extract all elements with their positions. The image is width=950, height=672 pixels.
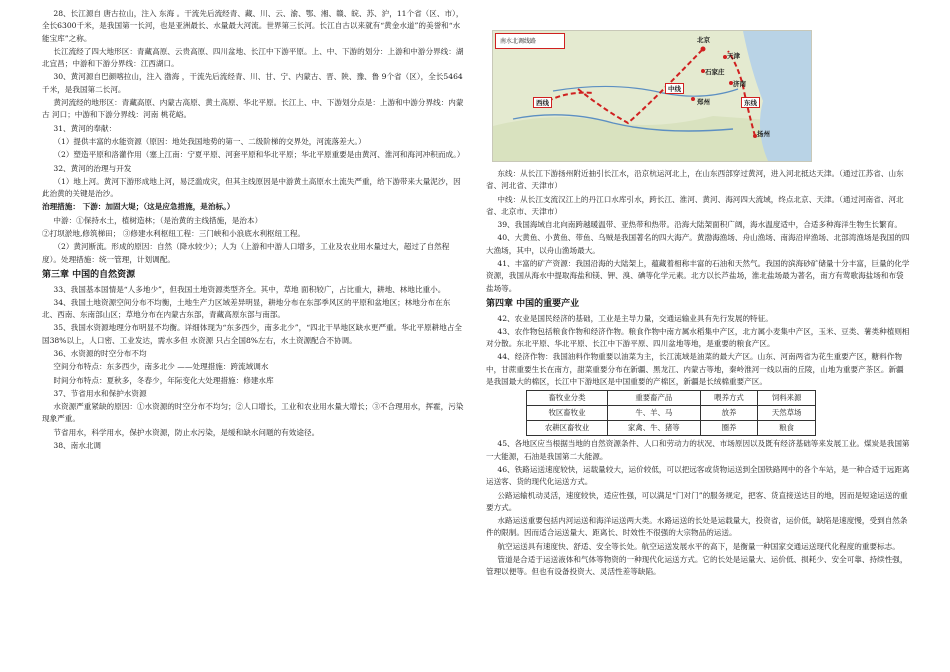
map-label-beijing: 北京 xyxy=(697,36,710,44)
map-label-jinan: 济南 xyxy=(733,80,746,88)
table-cell: 放养 xyxy=(700,406,758,421)
table-cell: 粮食 xyxy=(758,421,816,436)
item-38: 38、南水北调 xyxy=(53,441,102,451)
item-42: 42、农业是国民经济的基础，工业是主导力量，交通运输业具有先行发展的特征。 xyxy=(497,313,773,323)
item-36-time: 时间分布特点：夏秋多，冬春少，年际变化大处理措施：修建水库 xyxy=(53,375,274,385)
table-row xyxy=(527,406,816,421)
left-column xyxy=(42,8,464,453)
map-legend-text: 南水北调线路 xyxy=(500,38,537,45)
item-41: 41、丰富的矿产资源：我国沿海的大陆架上，蕴藏着相称丰富的石油和天然气。我国的滨海砂矿储量十分丰富，巨量的化学资源，我国从海水中提取海盐和镁、钾、溴、碘等化学元素。北方以长芦盐场，淮北盐场最为著名，南方有莺歌海盐场和布袋盐场等。 xyxy=(486,259,910,293)
map-label-central-route: 中线 xyxy=(665,83,684,94)
item-45: 45、各地区应当根据当地的自然资源条件、人口和劳动力的状况、市场原因以及既有经济基础等来发展工业。煤炭是我国第一大能源，石油是我国第二大能源。 xyxy=(486,439,910,461)
map-label-west-route: 西线 xyxy=(533,97,552,108)
item-31-2: （2）塑造平原和洛灌作用（塞上江南：宁夏平原、河套平原和华北平原；华北平原重要是由黄河、淮河和海河冲积而成。） xyxy=(53,150,465,160)
table-header: 畜牧业分类 xyxy=(527,391,608,406)
east-route-text: 东线：从长江下游扬州附近抽引长江水，沿京杭运河北上，在山东西部穿过黄河，进入河北抵达天津。（通过江苏省、山东省、河北省、天津市） xyxy=(486,169,904,191)
item-33: 33、我国基本国情是“人多地少”，但我国土地资源类型齐全。其中，草地 面积较广，占比重大，耕地、林地比重小。 xyxy=(53,284,446,294)
map-label-zhengzhou: 郑州 xyxy=(697,98,710,106)
livestock-table xyxy=(526,390,816,436)
south-north-water-map xyxy=(492,30,812,162)
item-30: 30、黄河源自巴颜喀拉山，注入 渤海 ，干流先后流经青、川、甘、宁、内蒙古、晋、陕、豫、鲁 9个省（区），全长5464千米，是我国第二长河。 xyxy=(42,72,463,94)
chapter-3-heading: 第三章 中国的自然资源 xyxy=(42,269,136,280)
item-32-2: （2）黄河断流。形成的原因：自然（降水较少）；人为（上游和中游人口增多，工业及农业用水量过大，超过了自然程度）。处理措施：统一管理，计划调配。 xyxy=(42,242,450,264)
table-header: 重要畜产品 xyxy=(607,391,700,406)
air-transport-text: 航空运送具有速度快、舒适、安全等长处。航空运送发展水平的高下，是衡量一种国家交通运送现代化程度的重要标志。 xyxy=(497,541,900,551)
table-header-row xyxy=(527,391,816,406)
map-label-tianjin: 天津 xyxy=(727,52,740,60)
item-44: 44、经济作物：我国油料作物重要以油菜为主，长江流域是油菜的最大产区。山东、河南两省为花生重要产区，糖料作物中，甘蔗重要生长在南方，甜菜重要分布在新疆、黑龙江、内蒙古等地，秦岭淮河一线以南的丘陵，山地为重要产茶区。新疆是我国最大的棉区，长江中下游地区是中国重要的产棉区，新疆是长绒棉重要产区。 xyxy=(486,352,904,387)
table-cell: 牧区畜牧业 xyxy=(527,406,608,421)
right-column xyxy=(486,168,910,580)
item-43: 43、农作物包括粮食作物和经济作物。粮食作物中南方属水稻集中产区，北方属小麦集中产区，玉米、豆类、薯类种植则相对分散。东北平原、华北平原、长江中下游平原、四川盆地等地，是重要的粮食产区。 xyxy=(486,326,910,349)
item-40: 40、大黄鱼、小黄鱼、带鱼、乌贼是我国著名的四大海产。黄渤海渔场、舟山渔场、南海沿岸渔场、北部湾渔场是我国的四大渔场，其中，以舟山渔场最大。 xyxy=(486,233,910,255)
table-cell: 农耕区畜牧业 xyxy=(527,421,608,436)
central-route-text: 中线：从长江支流汉江上的丹江口水库引水，跨长江、淮河、黄河、海河四大流域，终点北京、天津。（通过河南省、河北省、北京市、天津市） xyxy=(486,194,904,216)
measures-downstream: 治理措施： 下游：加固大堤；（这是应急措施，是治标。） xyxy=(42,202,235,212)
table-row xyxy=(527,421,816,436)
item-39: 39、我国海域自北向南跨越暖温带、亚热带和热带。沿海大陆架面积广阔，海水温度适中，合适多种海洋生物生长繁育。 xyxy=(497,220,902,230)
item-28: 28、长江源自 唐古拉山，注入 东海 。干流先后流经青、藏、川、云、渝、鄂、湘、赣、皖、苏、沪，11个省（区、市），全长6300千米，是我国第一长河，也是亚洲最长、水量最大河流。世界第三长河。长江自古以来就有“黄金水道”的美誉和“水能宝库”之称。 xyxy=(42,9,464,43)
item-46: 46、铁路运送速度较快，运载量较大，运价较低，可以把远客或货物运送到全国铁路网中的各个车站，是一种合适于远距离运送客、货的现代化运送方式。 xyxy=(486,464,910,487)
item-37-reason: 水资源严重紧缺的原因：①水资源的时空分布不均匀；②人口增长，工业和农业用水量大增长；③不合理用水，挥霍，污染现象严重。 xyxy=(42,402,464,424)
map-legend xyxy=(495,33,565,49)
measures-dams: ②打坝淤地,修筑梯田； ③修建水利枢纽工程：三门峡和小浪底水利枢纽工程。 xyxy=(42,229,306,239)
table-cell: 圈养 xyxy=(700,421,758,436)
map-label-yangzhou: 扬州 xyxy=(757,130,770,138)
map-label-shijiazhuang: 石家庄 xyxy=(705,68,725,76)
item-31-1: （1）提供丰富的水能资源（原因：地处我国地势的第一、二级阶梯的交界处，河流落差大。） xyxy=(53,136,366,146)
item-37-measures: 节省用水，科学用水，保护水资源，防止水污染，是缓和缺水问题的有效途径。 xyxy=(53,427,320,437)
item-29: 长江流经了四大地形区：青藏高原、云贵高原、四川盆地、长江中下游平原。上、中、下游的划分：上游和中游分界线：湖北宜昌；中游和下游分界线：江西湖口。 xyxy=(42,46,464,69)
table-header: 喂养方式 xyxy=(700,391,758,406)
item-32: 32、黄河的治理与开发 xyxy=(53,163,132,173)
item-35: 35、我国水资源地理分布明显不均衡。详细体现为“东多西少，南多北少”，“四北干旱地区缺水更严重。华北平原耕地占全国38%以上，人口密、工业发达，需水多但 水资源 只占全国8%左右，水土资源配合不协调。 xyxy=(42,323,462,345)
table-cell: 牛、羊、马 xyxy=(607,406,700,421)
table-header: 饲料来源 xyxy=(758,391,816,406)
pipeline-transport-text: 管道是合适于运送液体和气体等物资的一种现代化运送方式。它的长处是运量大、运价低、损耗少、安全可靠、持续性强，管理以便等。但也有设备投资大、灵活性差等缺陷。 xyxy=(486,555,908,577)
water-transport-text: 水路运送重要包括内河运送和海洋运送两大类。水路运送的长处是运载量大，投资省，运价低，缺陷是速度慢，受到自然条件的限制。因而适合运送量大、距离长、时效性不很强的大宗物品的运送。 xyxy=(486,516,908,538)
map-label-east-route: 东线 xyxy=(741,97,760,108)
item-36-space: 空间分布特点：东多西少，南多北少 ——处理措施：跨流域调水 xyxy=(53,362,269,372)
road-transport-text: 公路运输机动灵活，速度较快，适应性强，可以满足“门对门”的服务规定，把客、货直接送达目的地，因而是短途运送的重要方式。 xyxy=(486,490,908,512)
table-cell: 家禽、牛、猪等 xyxy=(607,421,700,436)
item-31: 31、黄河的奉献： xyxy=(53,123,117,133)
item-36: 36、水资源的时空分布不均 xyxy=(53,349,147,358)
table-cell: 天然草场 xyxy=(758,406,816,421)
chapter-4-heading: 第四章 中国的重要产业 xyxy=(486,298,580,309)
item-32-1: （1）地上河。黄河下游形成地上河，易泛滥成灾，但其主线原因是中游黄土高原水土流失严重，给下游带来大量泥沙，因此治黄的关键是治沙。 xyxy=(42,176,461,199)
map-graphic xyxy=(493,31,811,161)
item-30b: 黄河流经的地形区：青藏高原、内蒙古高原、黄土高原、华北平原。长江上、中、下游划分点是：上游和中游分界线：内蒙古 河口；中游和下游分界线：河南 桃花峪。 xyxy=(42,98,464,120)
item-34: 34、我国土地资源空间分布不均衡，土地生产力区域差异明显，耕地分布在东部季风区的平原和盆地区；林地分布在东北、西南、东南部山区；草地分布在内蒙古东部，青藏高原东部与南部。 xyxy=(42,297,451,320)
measures-midstream: 中游：①保持水土，植树造林；（是治黄的主线措施，是治本） xyxy=(53,215,263,225)
item-37: 37、节省用水和保护水资源 xyxy=(53,388,147,398)
